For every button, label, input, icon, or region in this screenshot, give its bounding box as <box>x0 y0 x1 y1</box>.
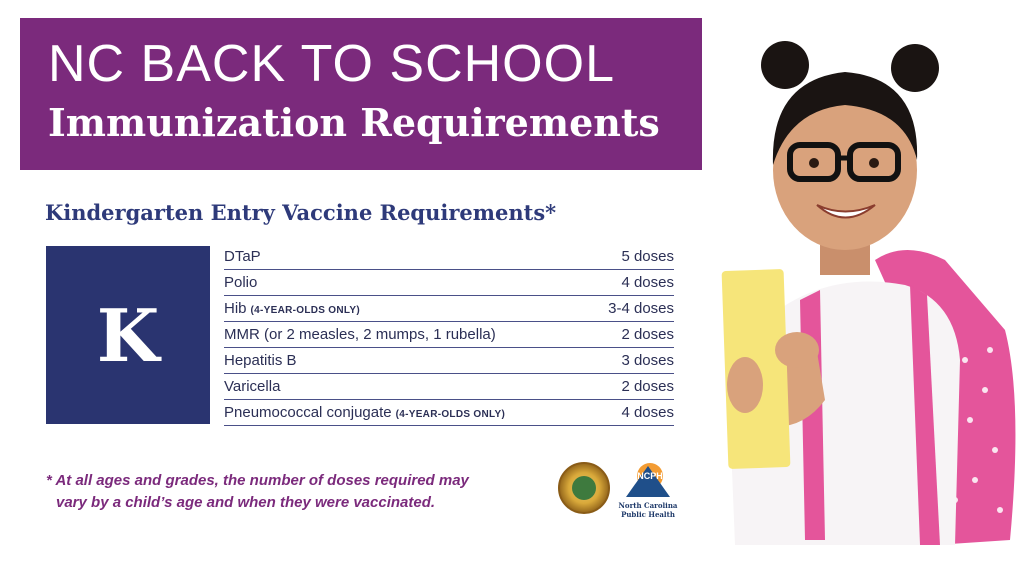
vaccine-note: (4-YEAR-OLDS ONLY) <box>250 305 360 316</box>
vaccine-name: Polio <box>224 274 258 291</box>
vaccine-doses: 2 doses <box>621 378 674 395</box>
ncph-caption-line2: Public Health <box>621 510 675 519</box>
vaccine-doses: 5 doses <box>621 248 674 265</box>
vaccine-row <box>224 374 674 400</box>
child-photo <box>705 0 1024 565</box>
banner-title: NC BACK TO SCHOOL <box>48 35 615 93</box>
ncph-acronym: NCPH <box>637 471 663 481</box>
vaccine-name: DTaP <box>224 248 261 265</box>
vaccine-doses: 2 doses <box>621 326 674 343</box>
vaccine-row <box>224 296 674 322</box>
footnote-line2: vary by a child’s age and when they were vaccinated. <box>56 494 436 511</box>
vaccine-row <box>224 270 674 296</box>
ncph-logo <box>622 462 674 498</box>
footnote <box>46 470 546 514</box>
vaccine-name: Hib (4-YEAR-OLDS ONLY) <box>224 300 360 317</box>
vaccine-name: MMR (or 2 measles, 2 mumps, 1 rubella) <box>224 326 496 343</box>
vaccine-note: (4-YEAR-OLDS ONLY) <box>395 409 506 420</box>
ncph-caption-line1: North Carolina <box>618 501 678 510</box>
vaccine-name: Pneumococcal conjugate (4-YEAR-OLDS ONLY) <box>224 404 506 421</box>
vaccine-name: Hepatitis B <box>224 352 297 369</box>
vaccine-doses: 3 doses <box>621 352 674 369</box>
grade-letter: K <box>96 292 160 378</box>
child-illustration <box>705 0 1024 565</box>
banner-subtitle: Immunization Requirements <box>48 100 660 145</box>
vaccine-doses: 4 doses <box>621 404 674 421</box>
vaccine-row <box>224 348 674 374</box>
grade-badge <box>46 246 210 424</box>
ncph-caption <box>614 501 682 519</box>
vaccine-doses: 3-4 doses <box>608 300 674 317</box>
vaccine-row <box>224 322 674 348</box>
vaccine-table <box>224 244 674 426</box>
vaccine-row <box>224 244 674 270</box>
vaccine-name: Varicella <box>224 378 281 395</box>
vaccine-doses: 4 doses <box>621 274 674 291</box>
vaccine-row <box>224 400 674 426</box>
footnote-line1: * At all ages and grades, the number of doses required may <box>46 472 469 489</box>
title-banner <box>20 18 702 170</box>
state-seal-logo <box>558 462 610 514</box>
section-heading: Kindergarten Entry Vaccine Requirements* <box>45 200 557 225</box>
